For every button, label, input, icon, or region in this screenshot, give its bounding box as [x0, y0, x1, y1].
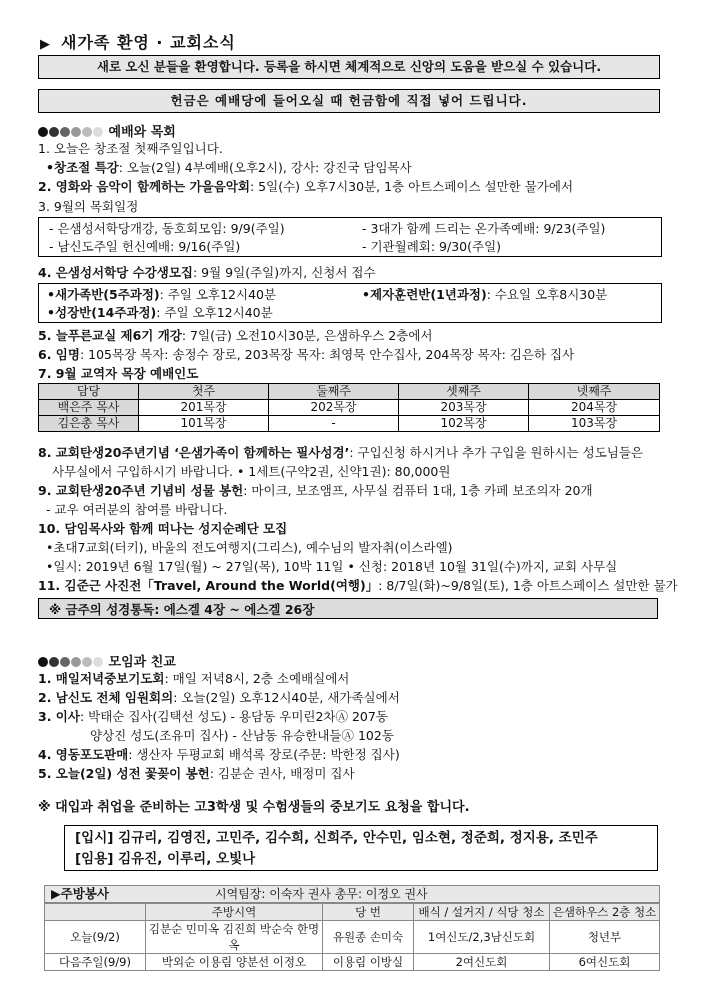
section-heading-text: 모임과 친교: [108, 655, 176, 670]
exam-list-box: [64, 825, 658, 871]
table-cell: 1여신도/2,3남신도회: [414, 921, 550, 954]
text: : 5일(수) 오후7시30분, 1층 아트스페이스 설만한 물가에서: [249, 179, 574, 194]
table-header-row: [39, 384, 660, 400]
item-1: 1. 오늘은 창조절 첫째주일입니다.: [38, 141, 223, 156]
table-cell: 6여신도회: [550, 954, 660, 971]
table-cell: 김은총 목사: [39, 416, 139, 432]
section-heading-meetings: [38, 651, 176, 670]
text: : 오늘(2일) 4부예배(오후2시), 강사: 강진국 담임목사: [118, 160, 412, 175]
table-cell: 202목장: [269, 400, 399, 416]
schedule-item: - 기관월례회: 9/30(주일): [362, 239, 502, 254]
text: : 주일 오후12시40분: [156, 305, 273, 320]
table-header: 배식 / 설거지 / 식당 청소: [414, 904, 550, 921]
schedule-item: - 3대가 함께 드리는 온가족예배: 9/23(주일): [362, 221, 606, 236]
prayer-request: ※ 대입과 취업을 준비하는 고3학생 및 수험생들의 중보기도 요청을 합니다.: [38, 800, 470, 815]
label: 2. 남신도 전체 임원회의: [38, 690, 174, 705]
meeting-1: [38, 670, 349, 687]
text: : 수요일 오후8시30분: [486, 287, 608, 302]
text: : 9월 9일(주일)까지, 신청서 접수: [192, 265, 376, 280]
text: : 105목장 목자: 송정수 장로, 203목장 목자: 최영묵 안수집사, 204목장 목자: 김은하 집사: [79, 347, 575, 362]
label: 8. 교회탄생20주년기념 ‘은샘가족이 함께하는 필사성경’: [38, 445, 350, 460]
table-cell: 103목장: [529, 416, 660, 432]
text: : 구입신청 하시거나 추가 구입을 원하시는 성도님들은: [349, 445, 644, 460]
schedule-box: [38, 217, 662, 257]
pastor-table: [38, 383, 660, 432]
kitchen-title: ▶주방봉사: [51, 886, 109, 901]
text: : 김분순 권사, 배정미 집사: [209, 766, 355, 781]
item-2: [38, 178, 573, 195]
table-row: [39, 400, 660, 416]
page-title: [40, 30, 236, 53]
item-11: [38, 577, 678, 594]
table-cell: 2여신도회: [414, 954, 550, 971]
item-10-places: •초대7교회(터키), 바울의 전도여행지(그리스), 예수님의 발자취(이스라엘): [46, 540, 453, 555]
table-header: 은샘하우스 2층 청소: [550, 904, 660, 921]
table-cell: 101목장: [139, 416, 269, 432]
kitchen-table: [44, 903, 660, 971]
table-cell: 박외순 이용림 양분선 이정오: [146, 954, 323, 971]
table-row: [45, 954, 660, 971]
table-header: 담당: [39, 384, 139, 400]
meeting-2: [38, 689, 400, 706]
item-9-detail: - 교우 여러분의 참여를 바랍니다.: [46, 502, 228, 517]
section-heading-text: 예배와 목회: [108, 125, 176, 140]
table-header: 셋째주: [399, 384, 529, 400]
table-header: 넷째주: [529, 384, 660, 400]
label: 1. 매일저녁중보기도회: [38, 671, 165, 686]
table-cell: 201목장: [139, 400, 269, 416]
label: 5. 오늘(2일) 성전 꽃꽂이 봉헌: [38, 766, 210, 781]
section-heading-worship: [38, 121, 176, 140]
table-cell: 204목장: [529, 400, 660, 416]
item-4: [38, 264, 376, 281]
table-cell: -: [269, 416, 399, 432]
item-6: [38, 346, 574, 363]
welcome-banner: 새로 오신 분들을 환영합니다. 등록을 하시면 체계적으로 신앙의 도움을 받으실 수 있습니다.: [38, 55, 660, 79]
meeting-3-detail: 양상진 성도(조유미 집사) - 산남동 유승한내들Ⓐ 102동: [90, 728, 394, 743]
table-row: [39, 416, 660, 432]
table-header-row: [45, 904, 660, 921]
meeting-3: [38, 708, 388, 725]
label: 11. 김준근 사진전「Travel, Around the World(여행)」: [38, 578, 379, 593]
table-cell: 다음주일(9/9): [45, 954, 146, 971]
label: 3. 이사: [38, 709, 80, 724]
table-header: 둘째주: [269, 384, 399, 400]
dots-icon: [38, 125, 104, 140]
kitchen-leaders: 시역팀장: 이숙자 권사 총무: 이정오 권사: [215, 887, 428, 901]
text: : 7일(금) 오전10시30분, 은샘하우스 2층에서: [181, 328, 433, 343]
item-9: [38, 482, 593, 499]
item-8-detail: 사무실에서 구입하시기 바랍니다. • 1세트(구약2권, 신약1권): 80,000원: [52, 464, 451, 479]
kitchen-header: [44, 885, 660, 903]
meeting-5: [38, 765, 355, 782]
table-cell: 청년부: [550, 921, 660, 954]
item-8: [38, 444, 643, 461]
table-cell: 102목장: [399, 416, 529, 432]
item-5: [38, 327, 432, 344]
table-header: [45, 904, 146, 921]
label: 9. 교회탄생20주년 기념비 성물 봉헌: [38, 483, 244, 498]
table-cell: 203목장: [399, 400, 529, 416]
offering-banner: 헌금은 예배당에 들어오실 때 헌금함에 직접 넣어 드립니다.: [38, 89, 660, 113]
table-cell: 김분순 민미옥 김진희 박순숙 한명옥: [146, 921, 323, 954]
meeting-4: [38, 746, 400, 763]
label: 4. 은샘성서학당 수강생모집: [38, 265, 193, 280]
text: : 마이크, 보조앰프, 사무실 컴퓨터 1대, 1층 카페 보조의자 20개: [243, 483, 593, 498]
table-row: [45, 921, 660, 954]
triangle-icon: ▶: [40, 37, 51, 52]
label: 4. 영동포도판매: [38, 747, 129, 762]
label: 6. 임명: [38, 347, 80, 362]
text: : 생산자 두평교회 배석록 장로(주문: 박한정 집사): [128, 747, 400, 762]
table-cell: 오늘(9/2): [45, 921, 146, 954]
text: : 박태순 집사(김택선 성도) - 용담동 우미린2차Ⓐ 207동: [79, 709, 388, 724]
table-cell: 백은주 목사: [39, 400, 139, 416]
item-3: 3. 9월의 목회일정: [38, 199, 139, 214]
bible-reading-banner: ※ 금주의 성경통독: 에스겔 4장 ~ 에스겔 26장: [38, 598, 658, 619]
label: •창조절 특강: [46, 160, 119, 175]
label: 2. 영화와 음악이 함께하는 가을음악회: [38, 179, 250, 194]
item-10: 10. 담임목사와 함께 떠나는 성지순례단 모집: [38, 521, 288, 536]
table-cell: 유원종 손미숙: [323, 921, 414, 954]
text: : 8/7일(화)~9/8일(토), 1층 아트스페이스 설만한 물가: [378, 578, 678, 593]
dots-icon: [38, 655, 104, 670]
item-10-dates: •일시: 2019년 6월 17일(월) ~ 27일(목), 10박 11일 • 신청: 2018년 10월 31일(수)까지, 교회 사무실: [46, 559, 618, 574]
page-title-text: 새가족 환영 · 교회소식: [61, 33, 236, 52]
label: •제자훈련반(1년과정): [362, 287, 487, 302]
course-box: [38, 283, 662, 323]
table-cell: 이용림 이방실: [323, 954, 414, 971]
course-item: [47, 304, 273, 321]
item-1-lecture: [46, 159, 412, 176]
schedule-item: - 남신도주일 헌신예배: 9/16(주일): [49, 239, 241, 254]
label: •새가족반(5주과정): [47, 287, 160, 302]
course-item: [362, 286, 607, 303]
text: : 주일 오후12시40분: [159, 287, 277, 302]
label: •성장반(14주과정): [47, 305, 157, 320]
exam-list-teacher: [임용] 김유진, 이루리, 오빛나: [75, 851, 256, 867]
course-item: [47, 286, 276, 303]
text: : 오늘(2일) 오후12시40분, 새가족실에서: [173, 690, 400, 705]
table-header: 주방시역: [146, 904, 323, 921]
exam-list-entrance: [입시] 김규리, 김영진, 고민주, 김수희, 신희주, 안수민, 임소현, 정준희, 정지용, 조민주: [75, 830, 598, 846]
text: : 매일 저녁8시, 2층 소예배실에서: [164, 671, 350, 686]
table-header: 당 번: [323, 904, 414, 921]
label: 5. 늘푸른교실 제6기 개강: [38, 328, 182, 343]
table-header: 첫주: [139, 384, 269, 400]
schedule-item: - 은샘성서학당개강, 동호회모임: 9/9(주일): [49, 221, 285, 236]
item-7: 7. 9월 교역자 목장 예배인도: [38, 366, 199, 381]
